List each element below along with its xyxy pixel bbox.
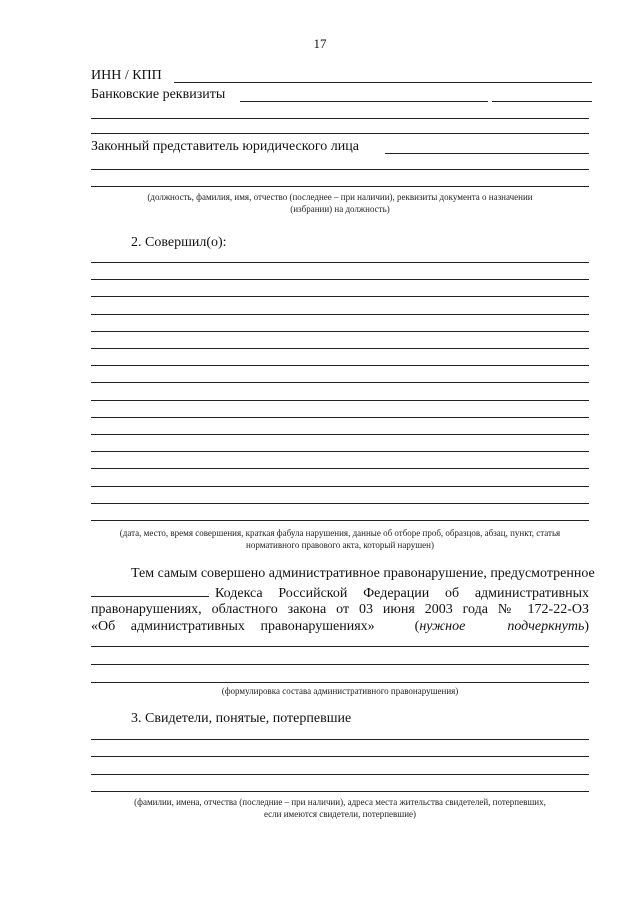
representative-hint: (должность, фамилия, имя, отчество (последнее – при наличии), реквизиты документа о назначении (избрании) на должность)	[147, 192, 533, 214]
violation-line[interactable]	[91, 434, 589, 435]
statement-law-title: «Об административных правонарушениях»	[91, 619, 375, 634]
offense-hint: (формулировка состава административного правонарушения)	[221, 686, 459, 696]
violation-line[interactable]	[91, 296, 589, 297]
statement-emphasis: нужное подчеркнуть	[419, 619, 585, 634]
statement-line-3: правонарушениях, областного закона от 03 июня 2003 года № 172-22-ОЗ	[91, 602, 589, 617]
statement-line-2	[91, 584, 589, 602]
page-number: 17	[313, 36, 327, 51]
legal-representative-field[interactable]	[385, 153, 589, 154]
legal-representative-line[interactable]	[91, 169, 589, 170]
witness-line[interactable]	[91, 756, 589, 757]
statement-line-2-text: Кодекса Российской Федерации об административных	[215, 586, 589, 601]
witness-line[interactable]	[91, 774, 589, 775]
statement-paren-close: )	[584, 619, 589, 634]
violation-line[interactable]	[91, 279, 589, 280]
violation-line[interactable]	[91, 503, 589, 504]
witness-line[interactable]	[91, 791, 589, 792]
statement-line-1: Тем самым совершено административное правонарушение, предусмотренное	[131, 566, 595, 581]
section-2-heading: 2. Совершил(о):	[131, 235, 227, 250]
violation-hint: (дата, место, время совершения, краткая фабула нарушения, данные об отборе проб, образцов, абзац, пункт, статья нормативного правового акта, который нарушен)	[119, 528, 561, 550]
violation-line[interactable]	[91, 348, 589, 349]
violation-line[interactable]	[91, 468, 589, 469]
code-article-blank[interactable]	[91, 584, 209, 597]
violation-line[interactable]	[91, 520, 589, 521]
statement-paren-open: (	[414, 619, 420, 634]
legal-representative-label: Законный представитель юридического лица	[91, 139, 359, 154]
violation-line[interactable]	[91, 331, 589, 332]
inn-kpp-field[interactable]	[174, 82, 592, 83]
witness-hint: (фамилии, имена, отчества (последние – при наличии), адреса места жительства свидетелей, потерпевших, если имеются свидетели, потерпевшие)	[134, 797, 546, 819]
offense-line[interactable]	[91, 646, 589, 647]
violation-line[interactable]	[91, 365, 589, 366]
bank-details-line[interactable]	[91, 118, 589, 119]
violation-line[interactable]	[91, 314, 589, 315]
legal-representative-line[interactable]	[91, 186, 589, 187]
violation-line[interactable]	[91, 486, 589, 487]
bank-details-field-1[interactable]	[240, 101, 488, 102]
violation-line[interactable]	[91, 262, 589, 263]
statement-line-4	[91, 619, 589, 635]
offense-line[interactable]	[91, 682, 589, 683]
bank-details-label: Банковские реквизиты	[91, 87, 226, 102]
violation-line[interactable]	[91, 382, 589, 383]
section-3-heading: 3. Свидетели, понятые, потерпевшие	[131, 711, 352, 726]
violation-line[interactable]	[91, 417, 589, 418]
violation-line[interactable]	[91, 451, 589, 452]
bank-details-line[interactable]	[91, 133, 589, 134]
inn-kpp-label: ИНН / КПП	[91, 68, 162, 83]
offense-line[interactable]	[91, 664, 589, 665]
bank-details-field-2[interactable]	[492, 101, 592, 102]
witness-line[interactable]	[91, 739, 589, 740]
violation-line[interactable]	[91, 400, 589, 401]
